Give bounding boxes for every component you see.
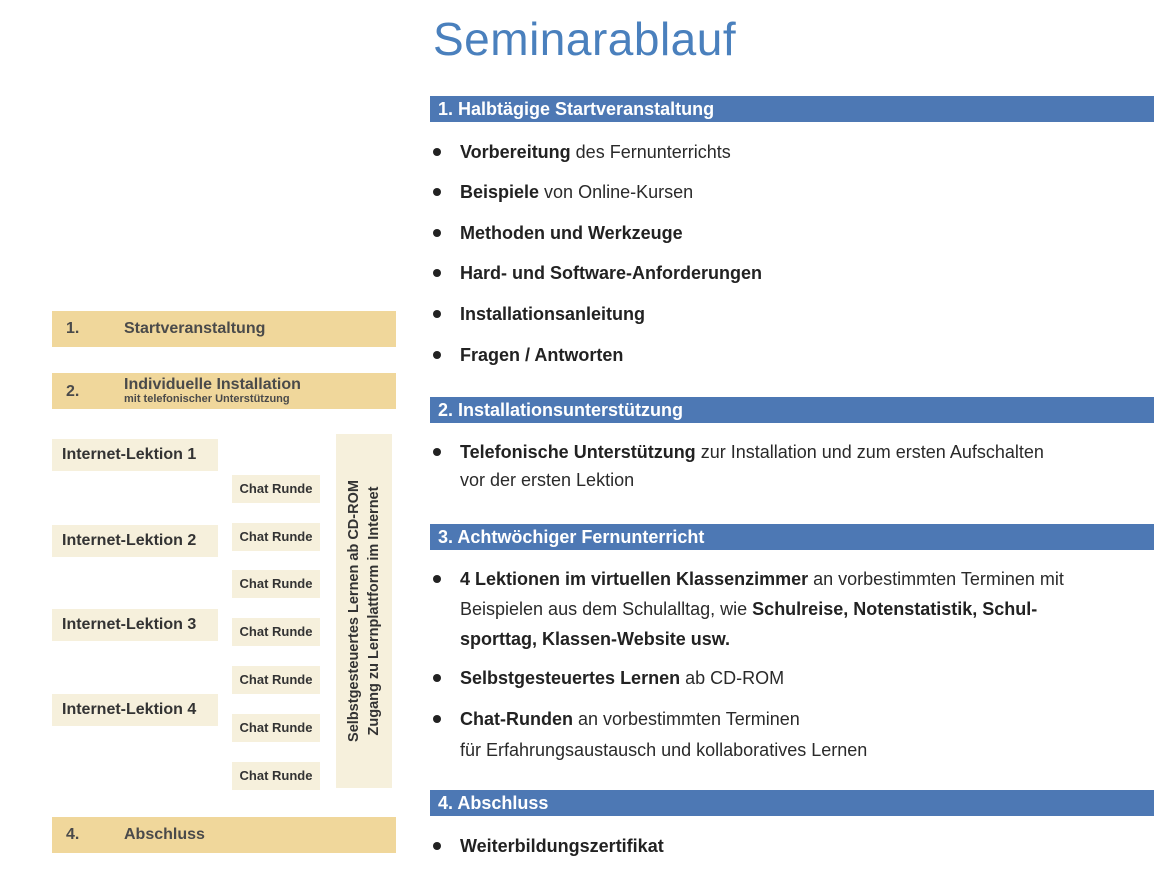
chat-round-box: Chat Runde [232,714,320,742]
item-text-line2: vor der ersten Lektion [460,470,635,490]
chat-round-box: Chat Runde [232,666,320,694]
section-heading-1: 1. Halbtägige Startveranstaltung [430,96,1154,122]
step-label: Startveranstaltung [124,320,266,337]
item-text: zur Installation und zum ersten Aufschalten [695,442,1044,462]
item-text: an vorbestimmten Terminen mit [808,569,1064,589]
section-heading-3: 3. Achtwöchiger Fernunterricht [430,524,1154,550]
item-text: an vorbestimmten Terminen [572,709,800,729]
bullet-icon [433,229,441,237]
bullet-icon [433,575,441,583]
item-bold: 4 Lektionen im virtuellen Klassenzimmer [460,569,809,589]
item-bold: Beispiele [460,182,540,202]
lesson-box-4: Internet-Lektion 4 [52,694,218,726]
bullet-icon [433,842,441,850]
item-text: ab CD-ROM [680,668,785,688]
step-number: 4. [66,826,80,843]
item-bold: Installationsanleitung [460,304,646,324]
step-sublabel: mit telefonischer Unterstützung [124,393,290,405]
item-text: von Online-Kursen [539,182,694,202]
vertical-label-2: Zugang zu Lernplattform im Internet [366,486,382,736]
chat-round-box: Chat Runde [232,523,320,551]
item-bold: Hard- und Software-Anforderungen [460,263,762,283]
item-bold: Fragen / Antworten [460,345,624,365]
lesson-box-1: Internet-Lektion 1 [52,439,218,471]
bullet-icon [433,148,441,156]
step-label: Individuelle Installation [124,376,301,393]
page-title: Seminarablauf [433,13,737,65]
bullet-icon [433,351,441,359]
chat-round-box: Chat Runde [232,762,320,790]
section-heading-2: 2. Installationsunterstützung [430,397,1154,423]
item-bold-line2: Schulreise, Notenstatistik, Schul- [752,599,1038,619]
step-box-installation [52,373,396,409]
chat-round-box: Chat Runde [232,570,320,598]
bullet-icon [433,188,441,196]
item-text-line2: Beispielen aus dem Schulalltag, wie [460,599,753,619]
step-box-start [52,311,396,347]
self-study-bar [336,434,392,788]
item-text-line2: für Erfahrungsaustausch und kollaboratives Lernen [460,740,868,760]
item-bold: Chat-Runden [460,709,573,729]
vertical-label-1: Selbstgesteuertes Lernen ab CD-ROM [346,480,362,742]
item-bold: Methoden und Werkzeuge [460,223,683,243]
section-heading-4: 4. Abschluss [430,790,1154,816]
item-bold: Selbstgesteuertes Lernen [460,668,681,688]
bullet-icon [433,448,441,456]
step-box-abschluss [52,817,396,853]
item-text: des Fernunterrichts [570,142,731,162]
bullet-icon [433,715,441,723]
lesson-box-2: Internet-Lektion 2 [52,525,218,557]
bullet-icon [433,269,441,277]
step-label: Abschluss [124,826,205,843]
item-bold: Telefonische Unterstützung [460,442,696,462]
item-bold: Weiterbildungszertifikat [460,836,664,856]
step-number: 2. [66,383,80,400]
item-bold: Vorbereitung [460,142,571,162]
step-number: 1. [66,320,80,337]
bullet-icon [433,310,441,318]
bullet-icon [433,674,441,682]
chat-round-box: Chat Runde [232,475,320,503]
lesson-box-3: Internet-Lektion 3 [52,609,218,641]
item-bold-line3: sporttag, Klassen-Website usw. [460,629,731,649]
chat-round-box: Chat Runde [232,618,320,646]
